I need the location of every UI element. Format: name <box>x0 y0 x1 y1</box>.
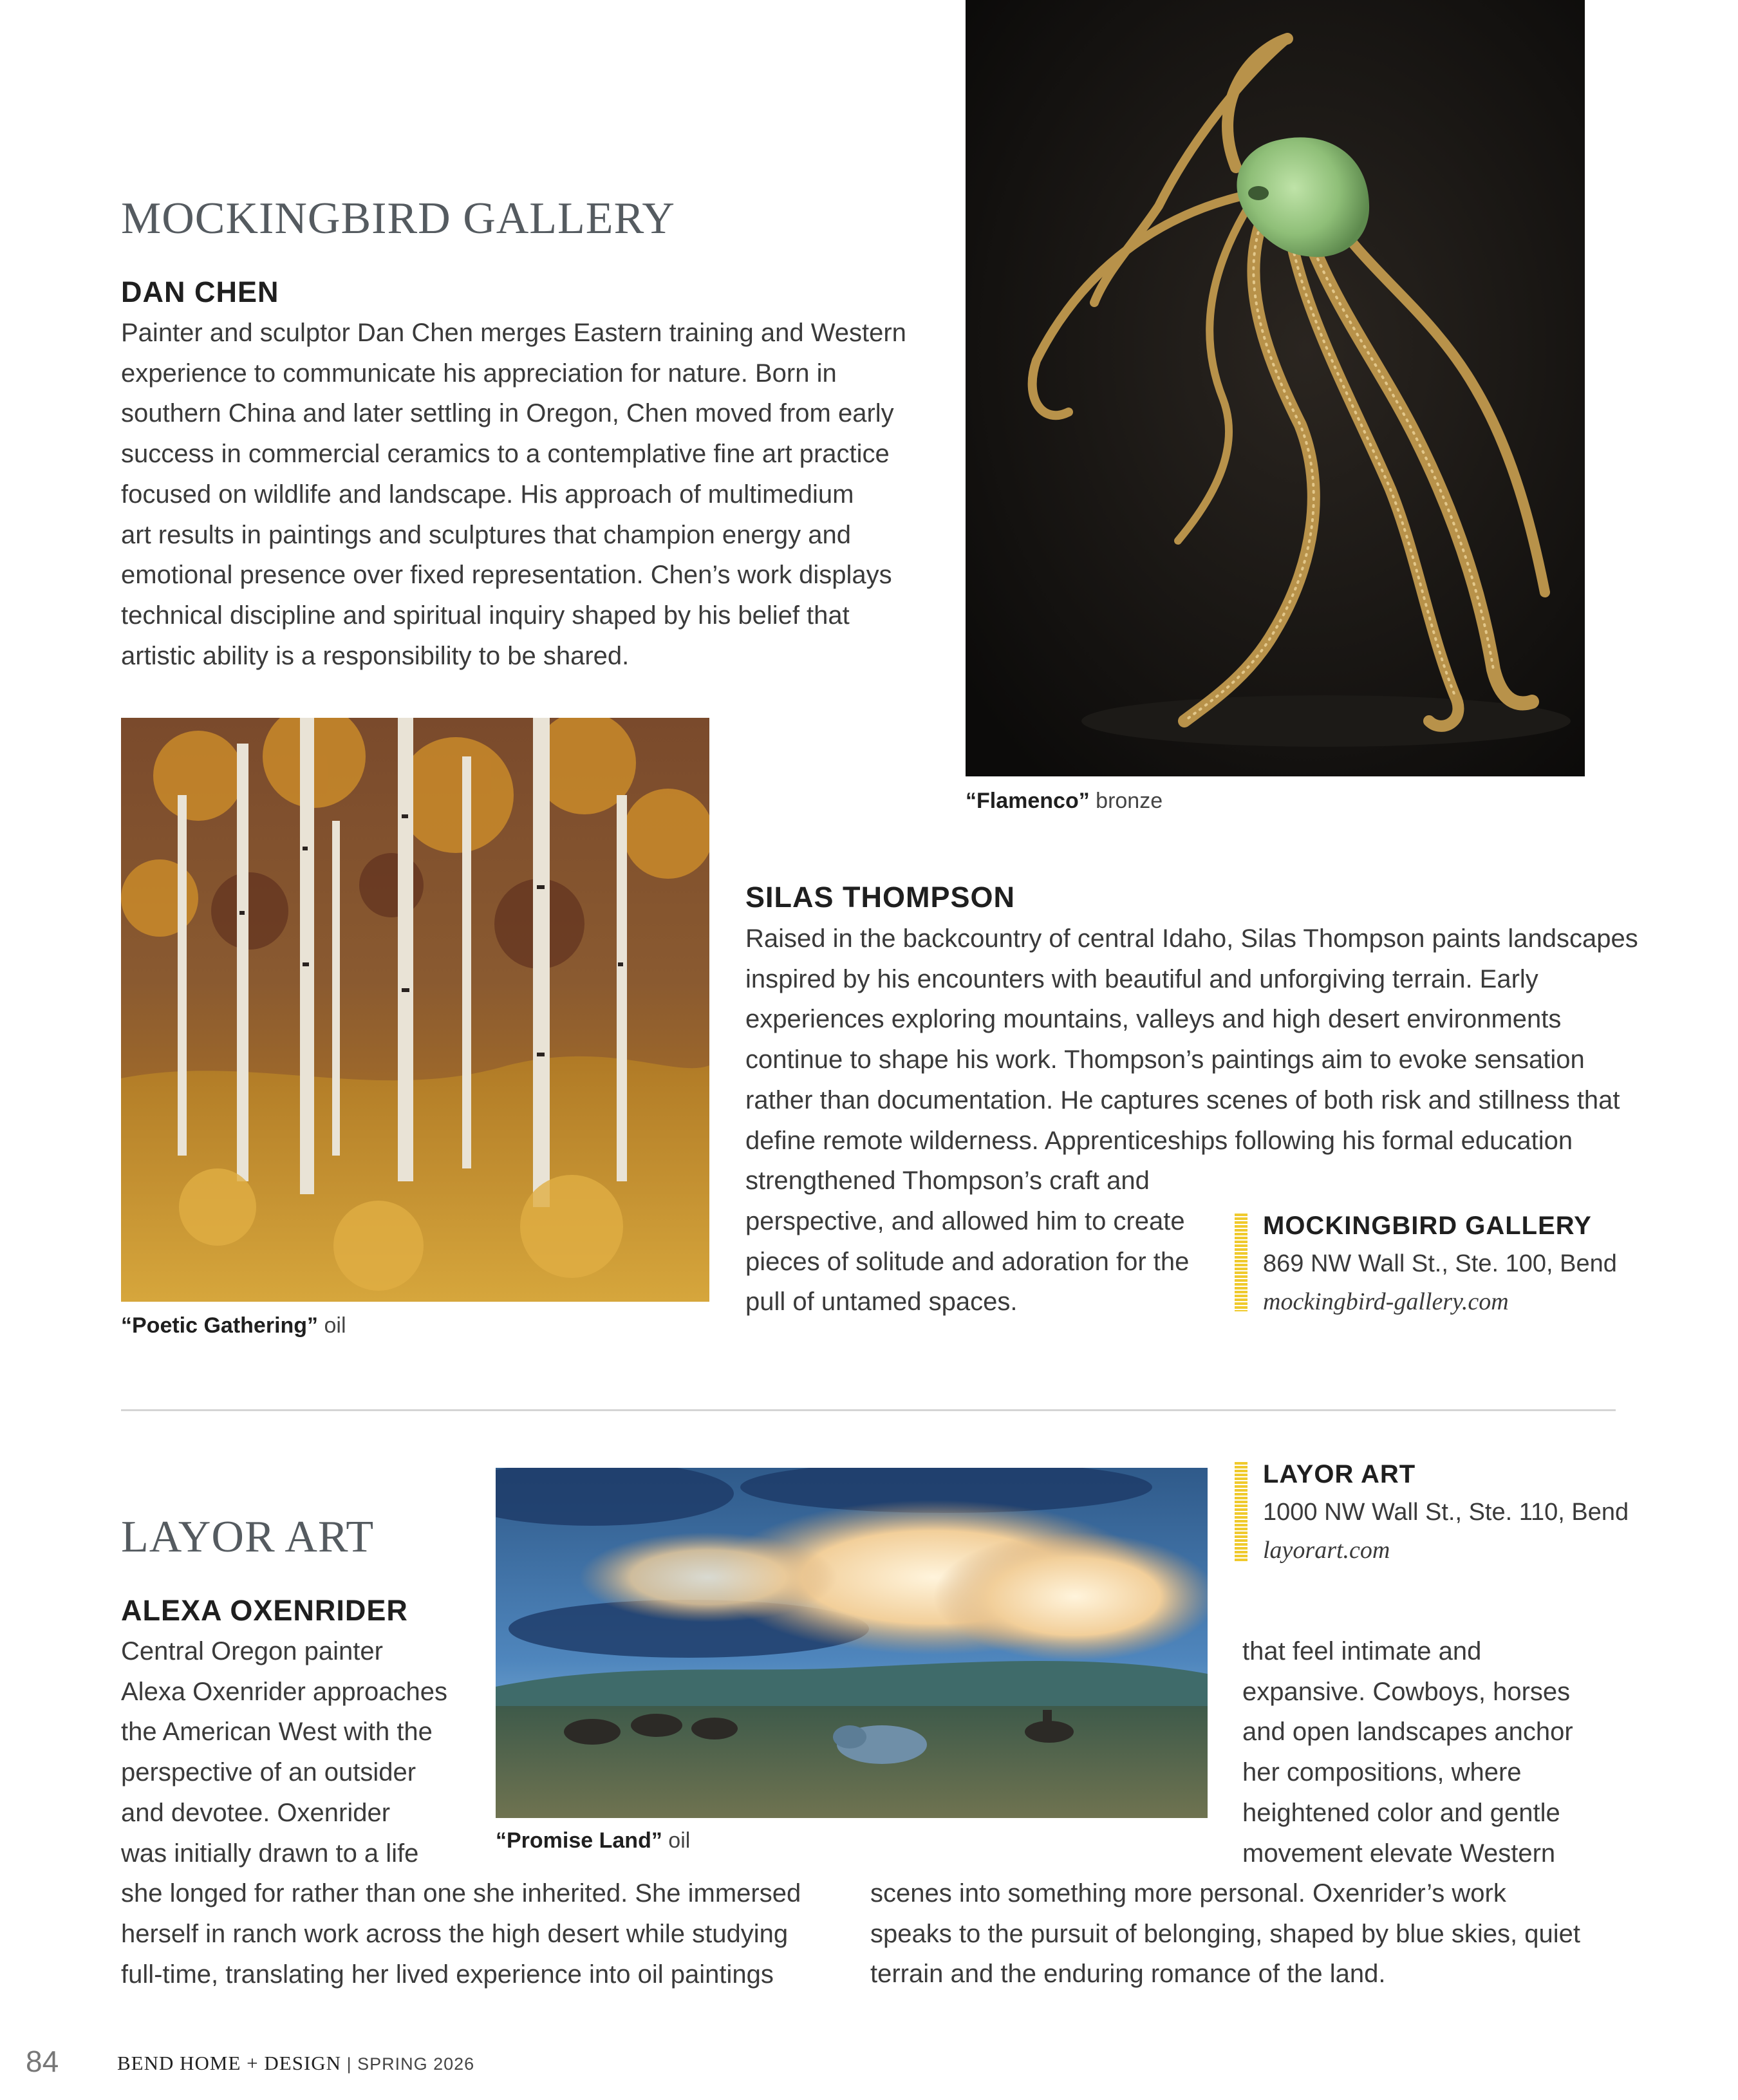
layor-info-address: 1000 NW Wall St., Ste. 110, Bend <box>1263 1499 1629 1526</box>
bio-line: heightened color and gentle <box>1242 1798 1560 1827</box>
layor-info-accent-bar <box>1235 1462 1247 1562</box>
bio-line: success in commercial ceramics to a contemplative fine art practice <box>121 440 890 469</box>
bio-line: was initially drawn to a life <box>121 1839 419 1868</box>
bio-line: technical discipline and spiritual inquiry shaped by his belief that <box>121 601 850 630</box>
issue-label: SPRING 2026 <box>357 2054 475 2074</box>
bio-line: Painter and sculptor Dan Chen merges Eastern training and Western <box>121 319 906 347</box>
bio-line: and open landscapes anchor <box>1242 1718 1573 1747</box>
bio-line: movement elevate Western <box>1242 1839 1556 1868</box>
bio-line: that feel intimate and <box>1242 1637 1482 1665</box>
bio-line: Alexa Oxenrider approaches <box>121 1677 447 1706</box>
page-number: 84 <box>26 2045 59 2078</box>
alexa-oxenrider-name: ALEXA OXENRIDER <box>121 1594 408 1627</box>
bio-line: southern China and later settling in Oregon, Chen moved from early <box>121 399 894 428</box>
flamenco-caption-medium: bronze <box>1089 789 1163 813</box>
flamenco-photo <box>966 0 1585 776</box>
bio-line: her compositions, where <box>1242 1758 1522 1787</box>
bio-line: emotional presence over fixed representation. Chen’s work displays <box>121 561 892 590</box>
footer-separator: | <box>341 2054 358 2074</box>
bio-line: experience to communicate his appreciation for nature. Born in <box>121 359 837 388</box>
silas-thompson-name: SILAS THOMPSON <box>745 881 1016 914</box>
dan-chen-name: DAN CHEN <box>121 276 279 308</box>
bio-line: continue to shape his work. Thompson’s paintings aim to evoke sensation <box>745 1045 1585 1074</box>
flamenco-caption-title: “Flamenco” <box>966 789 1090 813</box>
poetic-gathering-painting <box>121 718 709 1302</box>
mockingbird-info-address: 869 NW Wall St., Ste. 100, Bend <box>1263 1250 1617 1277</box>
publication-name: BEND HOME + DESIGN <box>117 2052 342 2074</box>
mockingbird-gallery-title: MOCKINGBIRD GALLERY <box>121 194 675 243</box>
bio-line: speaks to the pursuit of belonging, shaped by blue skies, quiet <box>870 1919 1580 1948</box>
bio-line: art results in paintings and sculptures that champion energy and <box>121 520 852 549</box>
promise-caption-medium: oil <box>662 1828 691 1853</box>
bio-line: experiences exploring mountains, valleys and high desert environments <box>745 1005 1562 1034</box>
poetic-caption-title: “Poetic Gathering” <box>121 1313 319 1338</box>
bio-line: inspired by his encounters with beautiful and unforgiving terrain. Early <box>745 964 1538 993</box>
layor-info-name: LAYOR ART <box>1263 1460 1416 1488</box>
publication-footer <box>117 2051 474 2075</box>
mockingbird-info-accent-bar <box>1235 1214 1247 1311</box>
bio-line: full-time, translating her lived experience into oil paintings <box>121 1960 774 1989</box>
bio-line: pieces of solitude and adoration for the <box>745 1247 1190 1276</box>
alexa-bio-right-top <box>1242 1631 1573 1873</box>
bio-line: herself in ranch work across the high desert while studying <box>121 1919 789 1948</box>
poetic-caption <box>121 1313 346 1338</box>
bio-line: expansive. Cowboys, horses <box>1242 1677 1571 1706</box>
alexa-bio-right-bottom <box>870 1873 1580 1994</box>
bio-line: perspective, and allowed him to create <box>745 1206 1185 1235</box>
bio-line: Raised in the backcountry of central Idaho, Silas Thompson paints landscapes <box>745 924 1638 953</box>
bio-line: focused on wildlife and landscape. His approach of multimedium <box>121 480 854 509</box>
mockingbird-info-name: MOCKINGBIRD GALLERY <box>1263 1212 1592 1240</box>
bio-line: rather than documentation. He captures scenes of both risk and stillness that <box>745 1085 1620 1114</box>
flamenco-caption <box>966 789 1163 814</box>
mockingbird-info-url[interactable]: mockingbird-gallery.com <box>1263 1288 1509 1315</box>
bio-line: scenes into something more personal. Oxenrider’s work <box>870 1879 1506 1908</box>
bio-line: artistic ability is a responsibility to be shared. <box>121 641 630 670</box>
bio-line: Central Oregon painter <box>121 1637 383 1665</box>
layor-info-url[interactable]: layorart.com <box>1263 1537 1390 1564</box>
bio-line: define remote wilderness. Apprenticeships following his formal education <box>745 1126 1573 1155</box>
poetic-caption-medium: oil <box>318 1313 346 1338</box>
layor-art-title: LAYOR ART <box>121 1512 375 1562</box>
dan-chen-bio <box>121 313 906 676</box>
bio-line: terrain and the enduring romance of the land. <box>870 1960 1386 1989</box>
bio-line: she longed for rather than one she inherited. She immersed <box>121 1879 801 1908</box>
promise-caption-title: “Promise Land” <box>496 1828 662 1853</box>
bio-line: pull of untamed spaces. <box>745 1288 1018 1317</box>
bio-line: the American West with the <box>121 1718 433 1747</box>
alexa-bio-left <box>121 1631 801 1994</box>
bio-line: perspective of an outsider <box>121 1758 416 1787</box>
section-divider <box>121 1409 1616 1411</box>
bio-line: and devotee. Oxenrider <box>121 1798 391 1827</box>
bio-line: strengthened Thompson’s craft and <box>745 1167 1150 1195</box>
